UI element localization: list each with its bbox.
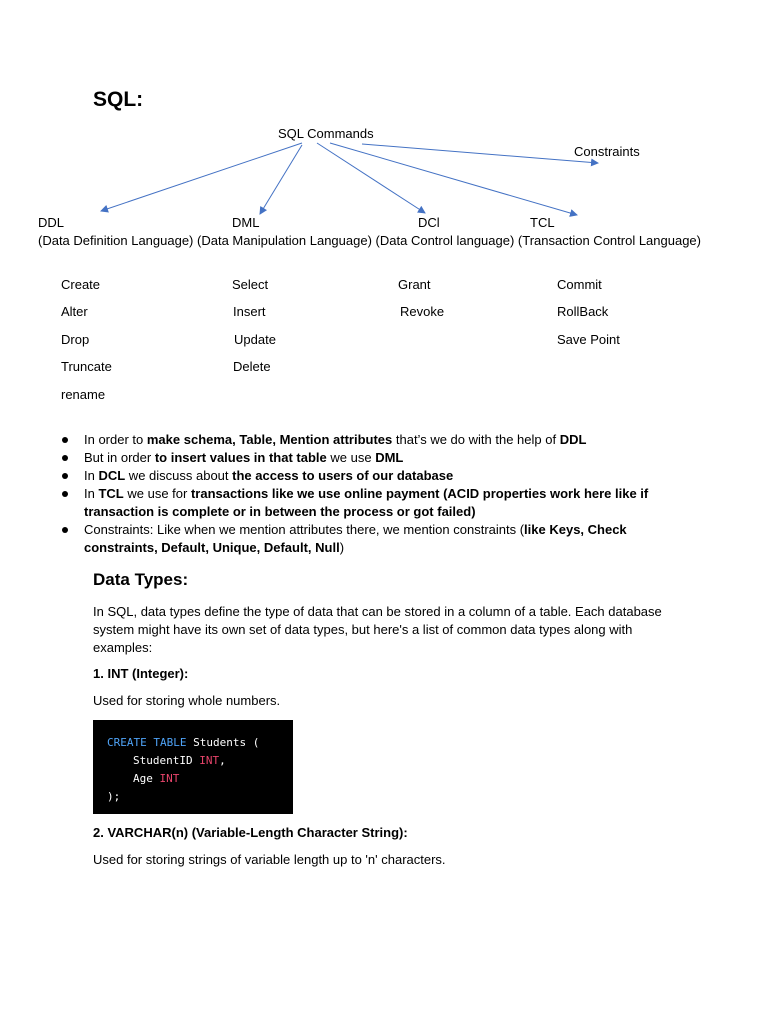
- varchar-heading: 2. VARCHAR(n) (Variable-Length Character String):: [93, 825, 408, 840]
- branch-tcl: TCL: [530, 215, 555, 230]
- bullet-item: In DCL we discuss about the access to users of our database: [62, 467, 662, 485]
- dml-item: Insert: [233, 304, 266, 319]
- arrow-to-tcl: [330, 143, 577, 215]
- ddl-item: rename: [61, 387, 106, 402]
- ddl-item: Create: [61, 277, 101, 292]
- bullet-item: But in order to insert values in that table we use DML: [62, 449, 662, 467]
- bullet-dot-icon: [62, 473, 68, 479]
- tcl-item: Save Point: [557, 332, 620, 347]
- branch-ddl-full: (Data Definition Language) (Data Manipulation Language) (Data Control language) (Transaction Control Language): [38, 233, 701, 248]
- dcl-item: Grant: [398, 277, 431, 292]
- int-heading: 1. INT (Integer):: [93, 666, 189, 681]
- arrow-to-ddl: [101, 143, 302, 211]
- page-title: SQL:: [93, 88, 144, 111]
- dml-item: Delete: [233, 359, 271, 374]
- data-types-intro: In SQL, data types define the type of data that can be stored in a column of a table. Each database system might have its own set of data types, but here's a list of common data types along with examples:: [93, 604, 662, 655]
- branch-dml: DML: [232, 215, 260, 230]
- bullet-item: In order to make schema, Table, Mention attributes that’s we do with the help of DDL: [62, 431, 662, 449]
- ddl-item: Truncate: [61, 359, 112, 374]
- dml-item: Update: [234, 332, 276, 347]
- tree-constraints-label: Constraints: [574, 144, 640, 159]
- tcl-item: Commit: [557, 277, 602, 292]
- bullet-dot-icon: [62, 437, 68, 443]
- tree-arrows: [0, 0, 768, 260]
- arrow-to-dcl: [317, 143, 425, 213]
- dml-item: Select: [232, 277, 269, 292]
- bullet-dot-icon: [62, 527, 68, 533]
- varchar-description: Used for storing strings of variable length up to 'n' characters.: [93, 852, 446, 867]
- int-description: Used for storing whole numbers.: [93, 693, 281, 708]
- section-heading-data-types: Data Types:: [93, 570, 189, 589]
- bullet-list: [62, 431, 662, 557]
- ddl-item: Drop: [61, 332, 90, 347]
- bullet-dot-icon: [62, 491, 68, 497]
- dcl-item: Revoke: [400, 304, 445, 319]
- code-block: CREATE TABLE Students ( StudentID INT, Age INT );: [93, 720, 293, 814]
- bullet-dot-icon: [62, 455, 68, 461]
- branch-dcl: DCl: [418, 215, 440, 230]
- branch-ddl: DDL: [38, 215, 65, 230]
- bullet-item: In TCL we use for transactions like we use online payment (ACID properties work here like if transaction is complete or in between the process or got failed): [62, 485, 662, 521]
- arrow-to-constraints: [362, 144, 598, 163]
- tcl-item: RollBack: [557, 304, 609, 319]
- ddl-item: Alter: [61, 304, 88, 319]
- bullet-item: Constraints: Like when we mention attributes there, we mention constraints (like Keys, Check constraints, Default, Unique, Default, Null): [62, 521, 662, 557]
- tree-root-label: SQL Commands: [278, 126, 374, 141]
